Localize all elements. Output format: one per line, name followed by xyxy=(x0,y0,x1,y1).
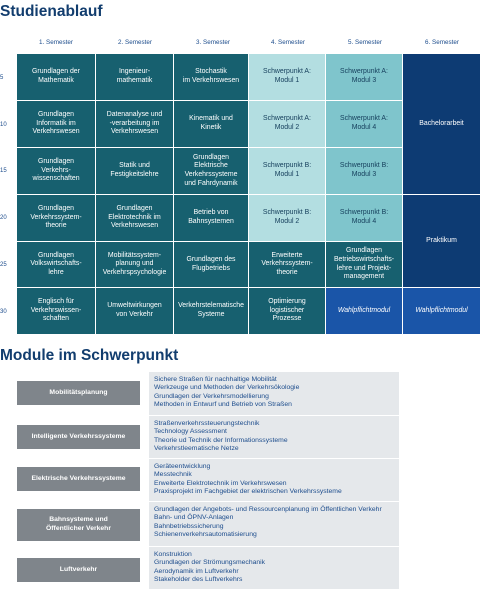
semester-header-6: 6. Semester xyxy=(425,39,459,46)
module-item: Verkehrstleematische Netze xyxy=(154,444,239,452)
semester-header-4: 4. Semester xyxy=(271,39,305,46)
module-label: Luftverkehr xyxy=(17,558,140,582)
module-label: Intelligente Verkehrssysteme xyxy=(17,425,140,449)
module-cell: Stochastik im Verkehrswesen xyxy=(174,54,248,100)
credit-label-5: 5 xyxy=(0,75,4,81)
module-items-box xyxy=(149,502,399,546)
module-item: Grundlagen der Verkehrsmodellierung xyxy=(154,392,269,400)
credit-label-20: 20 xyxy=(0,215,7,221)
module-item: Technology Assessment xyxy=(154,428,227,436)
module-item: Konstruktion xyxy=(154,551,192,558)
module-item: Bahnbetriebssicherung xyxy=(154,522,224,530)
module-cell: Schwerpunkt B: Modul 2 xyxy=(249,195,325,241)
module-item: Stakeholder des Luftverkehrs xyxy=(154,575,243,583)
module-cell: Mobilitätssystem- planung und Verkehrspsychologie xyxy=(96,242,173,287)
module-cell: Grundlagen des Flugbetriebs xyxy=(174,242,248,287)
module-cell: Grundlagen Verkehrs- wissenschaften xyxy=(17,148,95,194)
wahlpflicht-cell: Wahlpflichtmodul xyxy=(326,288,402,334)
module-cell: Datenanalyse und -verarbeitung im Verkehrswesen xyxy=(96,101,173,147)
module-item: Werkzeuge und Methoden der Verkehrsökologie xyxy=(154,384,300,392)
module-item: Bahn- und ÖPNV-Anlagen xyxy=(154,514,234,522)
module-cell: Schwerpunkt A: Modul 2 xyxy=(249,101,325,147)
module-item: Grundlagen der Angebots- und Ressourcenplanung im Öffentlichen Verkehr xyxy=(154,506,382,513)
wahlpflicht-cell: Wahlpflichtmodul xyxy=(403,288,480,334)
module-item: Sichere Straßen für nachhaltige Mobilität xyxy=(154,376,277,383)
module-cell: Grundlagen Verkehrssystem- theorie xyxy=(17,195,95,241)
module-cell: Schwerpunkt B: Modul 3 xyxy=(326,148,402,194)
module-item: Theorie ud Technik der Informationssysteme xyxy=(154,436,288,444)
module-cell: Erweiterte Verkehrssystem- theorie xyxy=(249,242,325,287)
module-cell: Schwerpunkt B: Modul 1 xyxy=(249,148,325,194)
module-cell: Schwerpunkt A: Modul 1 xyxy=(249,54,325,100)
module-item: Praxisprojekt im Fachgebiet der elektrischen Verkehrssysteme xyxy=(154,487,342,495)
module-cell: Kinematik und Kinetik xyxy=(174,101,248,147)
module-cell: Schwerpunkt B: Modul 4 xyxy=(326,195,402,241)
semester-header-2: 2. Semester xyxy=(118,39,152,46)
module-item: Geräteentwicklung xyxy=(154,463,211,470)
module-cell: Grundlagen Elektrische Verkehrssysteme und Fahrdynamik xyxy=(174,148,248,194)
module-cell: Schwerpunkt A: Modul 4 xyxy=(326,101,402,147)
module-label: Bahnsysteme und Öffentlicher Verkehr xyxy=(17,509,140,541)
module-cell: Grundlagen Informatik im Verkehrswesen xyxy=(17,101,95,147)
credit-label-10: 10 xyxy=(0,122,7,128)
semester-header-5: 5. Semester xyxy=(348,39,382,46)
module-items-box xyxy=(149,547,399,589)
module-item: Straßenverkehrssteuerungstechnik xyxy=(154,420,260,427)
credit-label-15: 15 xyxy=(0,168,7,174)
module-cell: Grundlagen Elektrotechnik im Verkehrswesen xyxy=(96,195,173,241)
semester-header-1: 1. Semester xyxy=(39,39,73,46)
praktikum-block: Praktikum xyxy=(403,195,480,287)
module-item: Grundlagen der Strömungsmechanik xyxy=(154,559,266,567)
module-cell: Ingenieur- mathematik xyxy=(96,54,173,100)
module-items-box xyxy=(149,459,399,501)
bachelorarbeit-block: Bachelorarbeit xyxy=(403,54,480,194)
module-cell: Umweltwirkungen von Verkehr xyxy=(96,288,173,334)
module-label: Elektrische Verkehrssysteme xyxy=(17,467,140,491)
credit-label-25: 25 xyxy=(0,262,7,268)
module-cell: Verkehrstelematische Systeme xyxy=(174,288,248,334)
module-cell: Grundlagen Volkswirtschafts- lehre xyxy=(17,242,95,287)
credit-label-30: 30 xyxy=(0,309,7,315)
module-label: Mobilitätsplanung xyxy=(17,381,140,405)
module-item: Aerodynamik im Luftverkehr xyxy=(154,567,239,575)
module-item: Schienenverkehrsautomatisierung xyxy=(154,530,257,538)
module-cell: Optimierung logistischer Prozesse xyxy=(249,288,325,334)
page-title: Studienablauf xyxy=(0,3,103,20)
module-cell: Grundlagen Betriebswirtschafts- lehre und Projekt- management xyxy=(326,242,402,287)
semester-header-3: 3. Semester xyxy=(196,39,230,46)
module-items-box xyxy=(149,416,399,458)
module-cell: Schwerpunkt A: Modul 3 xyxy=(326,54,402,100)
module-item: Erweiterte Elektrotechnik im Verkehrswesen xyxy=(154,479,287,487)
module-item: Methoden in Entwurf und Betrieb von Straßen xyxy=(154,400,292,408)
module-cell: Englisch für Verkehrswissen- schaften xyxy=(17,288,95,334)
section-title: Module im Schwerpunkt xyxy=(0,347,179,364)
module-items-box xyxy=(149,372,399,415)
module-cell: Betrieb von Bahnsystemen xyxy=(174,195,248,241)
module-cell: Statik und Festigkeitslehre xyxy=(96,148,173,194)
module-item: Messtechnik xyxy=(154,471,192,479)
module-cell: Grundlagen der Mathematik xyxy=(17,54,95,100)
